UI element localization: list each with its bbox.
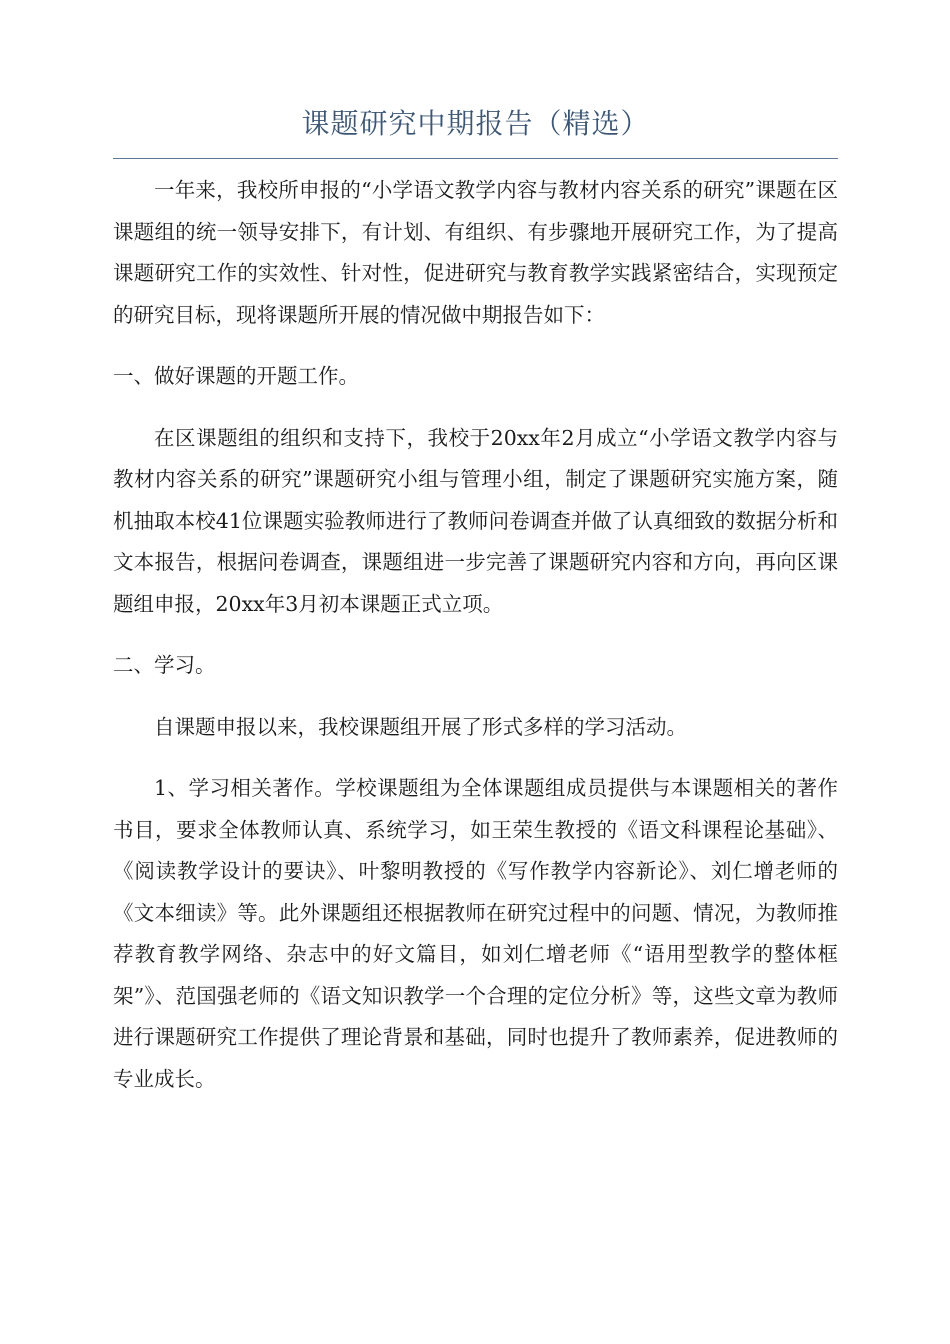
paragraph-learning-intro: 自课题申报以来，我校课题组开展了形式多样的学习活动。: [154, 714, 687, 739]
section-heading-1: 一、做好课题的开题工作。: [113, 364, 359, 388]
document-body: [113, 170, 838, 1120]
paragraph-intro: 一年来，我校所申报的“小学语文教学内容与教材内容关系的研究”课题在区课题组的统一领导安排下，有计划、有组织、有步骤地开展研究工作，为了提高课题研究工作的实效性、针对性，促进研究与教育教学实践紧密结合，实现预定的研究目标，现将课题所开展的情况做中期报告如下：: [113, 178, 838, 327]
page-title: 课题研究中期报告（精选）: [301, 107, 650, 140]
section-heading-2: 二、学习。: [113, 653, 216, 677]
title-divider: [113, 158, 838, 159]
paragraph-opening-work: 在区课题组的组织和支持下，我校于20xx年2月成立“小学语文教学内容与教材内容关系的研究”课题研究小组与管理小组，制定了课题研究实施方案，随机抽取本校41位课题实验教师进行了教师问卷调查并做了认真细致的数据分析和文本报告，根据问卷调查，课题组进一步完善了课题研究内容和方向，再向区课题组申报，20xx年3月初本课题正式立项。: [113, 425, 838, 616]
paragraph-learning-books: 1、学习相关著作。学校课题组为全体课题组成员提供与本课题相关的著作书目，要求全体教师认真、系统学习，如王荣生教授的《语文科课程论基础》、《阅读教学设计的要诀》、叶黎明教授的《写作教学内容新论》、刘仁增老师的《文本细读》等。此外课题组还根据教师在研究过程中的问题、情况，为教师推荐教育教学网络、杂志中的好文篇目，如刘仁增老师《“语用型教学的整体框架”》、范国强老师的《语文知识教学一个合理的定位分析》等，这些文章为教师进行课题研究工作提供了理论背景和基础，同时也提升了教师素养，促进教师的专业成长。: [113, 776, 838, 1091]
